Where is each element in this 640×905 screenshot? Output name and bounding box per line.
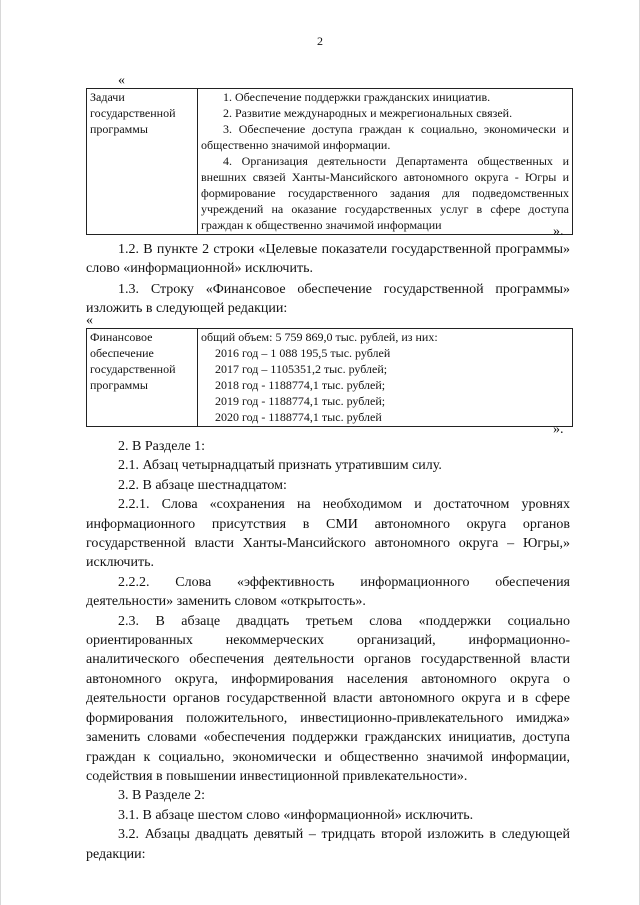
financing-year-row: 2018 год - 1188774,1 тыс. рублей; — [215, 378, 386, 392]
tasks-label-line: программы — [90, 122, 148, 136]
tasks-label-line: Задачи — [90, 90, 125, 104]
financing-total: общий объем: 5 759 869,0 тыс. рублей, из них: — [201, 330, 438, 344]
financing-label-cell — [87, 329, 198, 427]
financing-table — [86, 328, 573, 427]
paragraph-3: 3. В Разделе 2: — [118, 788, 206, 804]
page-number: 2 — [317, 34, 323, 48]
paragraph-2-1: 2.1. Абзац четырнадцатый признать утратившим силу. — [118, 458, 442, 474]
paragraph-1-3: 1.3. Строку «Финансовое обеспечение государственной программы» изложить в следующей редакции: — [86, 282, 570, 317]
table1-close-quote: ». — [553, 224, 564, 239]
task-item: 1. Обеспечение поддержки гражданских инициатив. — [223, 90, 491, 104]
financing-year-row: 2019 год - 1188774,1 тыс. рублей; — [215, 394, 386, 408]
financing-year-row: 2017 год – 1105351,2 тыс. рублей; — [215, 362, 388, 376]
paragraph-2-3: 2.3. В абзаце двадцать третьем слова «поддержки социально ориентированных некоммерческих организаций, информационно-аналитического обеспечения деятельности органов государственной власти автономного округа, информирования населения автономного округа о деятельности органов государственной власти автономного округа и в сфере формирования положительного, инвестиционно-привлекательного имиджа» заменить словами «обеспечения поддержки гражданских инициатив, доступа граждан к социально, экономически и общественно значимой информации, содействия в повышении инвестиционной привлекательности». — [86, 613, 570, 784]
paragraph-1-2: 1.2. В пункте 2 строки «Целевые показатели государственной программы» слово «информационной» исключить. — [86, 242, 570, 277]
paragraph-2: 2. В Разделе 1: — [118, 439, 206, 454]
tasks-table — [86, 88, 573, 235]
task-item: 3. Обеспечение доступа граждан к социально, экономически и общественно значимой информации. — [201, 122, 569, 152]
financing-label-line: Финансовое — [90, 330, 153, 344]
financing-label-line: обеспечение — [90, 346, 154, 360]
tasks-label-line: государственной — [90, 106, 176, 120]
paragraph-3-2: 3.2. Абзацы двадцать девятый – тридцать второй изложить в следующей редакции: — [86, 827, 570, 862]
table1-open-quote: « — [118, 73, 125, 88]
page-edge-left — [0, 0, 1, 905]
financing-label-line: государственной — [90, 362, 176, 376]
financing-year-row: 2016 год – 1 088 195,5 тыс. рублей — [215, 346, 391, 360]
paragraph-3-1: 3.1. В абзаце шестом слово «информационной» исключить. — [118, 807, 474, 823]
body-text — [86, 437, 570, 864]
paragraph-2-2-1: 2.2.1. Слова «сохранения на необходимом и достаточном уровнях информационного присутствия в СМИ автономного округа органов государственной власти Ханты-Мансийского автономного округа – Югры,» исключить. — [86, 497, 570, 571]
financing-label-line: программы — [90, 378, 148, 392]
table2-close-quote: ». — [553, 422, 564, 437]
paragraph-2-2-2: 2.2.2. Слова «эффективность информационного обеспечения деятельности» заменить словом «открытость». — [86, 574, 570, 610]
financing-year-row: 2020 год - 1188774,1 тыс. рублей — [215, 410, 382, 424]
tasks-content-cell — [198, 89, 573, 235]
tasks-label-cell — [87, 89, 198, 235]
table2-open-quote: « — [86, 313, 93, 328]
task-item: 4. Организация деятельности Департамента общественных и внешних связей Ханты-Мансийского автономного округа - Югры и формирование государственного задания для подведомственных учреждений на оказание государственных услуг в сфере доступа граждан к общественно значимой информации — [201, 154, 569, 232]
financing-content-cell — [198, 329, 573, 427]
paragraph-2-2: 2.2. В абзаце шестнадцатом: — [118, 477, 287, 493]
task-item: 2. Развитие международных и межрегиональных связей. — [223, 106, 513, 120]
